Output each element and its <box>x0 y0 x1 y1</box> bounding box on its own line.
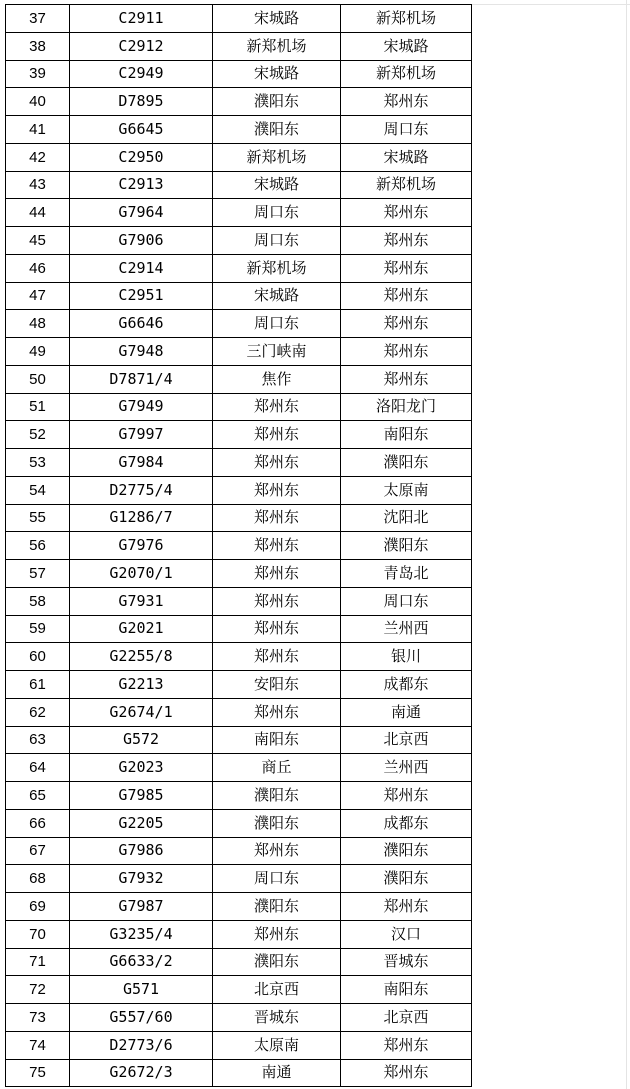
train-number-cell: C2914 <box>70 254 213 282</box>
train-number-cell: G572 <box>70 726 213 754</box>
arrival-station-cell: 成都东 <box>341 809 472 837</box>
row-number-cell: 49 <box>6 338 70 366</box>
train-number-cell: G571 <box>70 976 213 1004</box>
row-number-cell: 61 <box>6 671 70 699</box>
arrival-station-cell: 濮阳东 <box>341 865 472 893</box>
arrival-station-cell: 郑州东 <box>341 338 472 366</box>
table-row <box>6 449 472 477</box>
row-number-cell: 63 <box>6 726 70 754</box>
table-row <box>6 615 472 643</box>
row-number-cell: 57 <box>6 560 70 588</box>
departure-station-cell: 郑州东 <box>213 920 341 948</box>
arrival-station-cell: 洛阳龙门 <box>341 393 472 421</box>
departure-station-cell: 宋城路 <box>213 5 341 33</box>
table-row <box>6 1031 472 1059</box>
train-number-cell: G2070/1 <box>70 560 213 588</box>
arrival-station-cell: 南通 <box>341 698 472 726</box>
gridline-right <box>626 0 627 1089</box>
departure-station-cell: 商丘 <box>213 754 341 782</box>
table-row <box>6 338 472 366</box>
departure-station-cell: 宋城路 <box>213 60 341 88</box>
table-row <box>6 1004 472 1032</box>
train-number-cell: G1286/7 <box>70 504 213 532</box>
table-row <box>6 754 472 782</box>
train-number-cell: G7976 <box>70 532 213 560</box>
departure-station-cell: 南通 <box>213 1059 341 1087</box>
departure-station-cell: 濮阳东 <box>213 116 341 144</box>
arrival-station-cell: 濮阳东 <box>341 532 472 560</box>
train-number-cell: G7964 <box>70 199 213 227</box>
departure-station-cell: 三门峡南 <box>213 338 341 366</box>
row-number-cell: 74 <box>6 1031 70 1059</box>
arrival-station-cell: 青岛北 <box>341 560 472 588</box>
table-row <box>6 976 472 1004</box>
departure-station-cell: 郑州东 <box>213 643 341 671</box>
train-number-cell: C2912 <box>70 32 213 60</box>
train-number-cell: G6646 <box>70 310 213 338</box>
table-row <box>6 809 472 837</box>
train-number-cell: G7985 <box>70 782 213 810</box>
train-number-cell: G7987 <box>70 893 213 921</box>
row-number-cell: 42 <box>6 143 70 171</box>
arrival-station-cell: 银川 <box>341 643 472 671</box>
table-row <box>6 254 472 282</box>
table-row <box>6 504 472 532</box>
departure-station-cell: 太原南 <box>213 1031 341 1059</box>
departure-station-cell: 北京西 <box>213 976 341 1004</box>
table-row <box>6 116 472 144</box>
arrival-station-cell: 郑州东 <box>341 227 472 255</box>
table-row <box>6 532 472 560</box>
row-number-cell: 66 <box>6 809 70 837</box>
arrival-station-cell: 北京西 <box>341 1004 472 1032</box>
train-number-cell: G7906 <box>70 227 213 255</box>
table-row <box>6 5 472 33</box>
train-number-cell: D7895 <box>70 88 213 116</box>
arrival-station-cell: 新郑机场 <box>341 60 472 88</box>
table-row <box>6 88 472 116</box>
row-number-cell: 55 <box>6 504 70 532</box>
departure-station-cell: 周口东 <box>213 865 341 893</box>
train-schedule-body <box>6 5 472 1087</box>
row-number-cell: 62 <box>6 698 70 726</box>
train-number-cell: G2205 <box>70 809 213 837</box>
row-number-cell: 65 <box>6 782 70 810</box>
arrival-station-cell: 郑州东 <box>341 782 472 810</box>
row-number-cell: 41 <box>6 116 70 144</box>
table-row <box>6 227 472 255</box>
row-number-cell: 40 <box>6 88 70 116</box>
arrival-station-cell: 太原南 <box>341 476 472 504</box>
departure-station-cell: 郑州东 <box>213 476 341 504</box>
row-number-cell: 59 <box>6 615 70 643</box>
arrival-station-cell: 北京西 <box>341 726 472 754</box>
row-number-cell: 44 <box>6 199 70 227</box>
departure-station-cell: 濮阳东 <box>213 893 341 921</box>
arrival-station-cell: 新郑机场 <box>341 171 472 199</box>
train-number-cell: C2911 <box>70 5 213 33</box>
table-row <box>6 32 472 60</box>
arrival-station-cell: 郑州东 <box>341 1031 472 1059</box>
row-number-cell: 38 <box>6 32 70 60</box>
arrival-station-cell: 周口东 <box>341 587 472 615</box>
arrival-station-cell: 汉口 <box>341 920 472 948</box>
table-row <box>6 60 472 88</box>
departure-station-cell: 濮阳东 <box>213 782 341 810</box>
arrival-station-cell: 郑州东 <box>341 893 472 921</box>
row-number-cell: 60 <box>6 643 70 671</box>
arrival-station-cell: 兰州西 <box>341 615 472 643</box>
departure-station-cell: 郑州东 <box>213 504 341 532</box>
table-row <box>6 837 472 865</box>
arrival-station-cell: 南阳东 <box>341 976 472 1004</box>
table-row <box>6 948 472 976</box>
gridline-top <box>470 4 630 5</box>
train-number-cell: G557/60 <box>70 1004 213 1032</box>
arrival-station-cell: 郑州东 <box>341 254 472 282</box>
departure-station-cell: 郑州东 <box>213 615 341 643</box>
row-number-cell: 53 <box>6 449 70 477</box>
arrival-station-cell: 兰州西 <box>341 754 472 782</box>
table-row <box>6 726 472 754</box>
train-number-cell: G7986 <box>70 837 213 865</box>
departure-station-cell: 宋城路 <box>213 282 341 310</box>
departure-station-cell: 濮阳东 <box>213 948 341 976</box>
train-number-cell: G2672/3 <box>70 1059 213 1087</box>
table-row <box>6 671 472 699</box>
table-row <box>6 310 472 338</box>
row-number-cell: 72 <box>6 976 70 1004</box>
table-row <box>6 365 472 393</box>
train-number-cell: G7984 <box>70 449 213 477</box>
arrival-station-cell: 成都东 <box>341 671 472 699</box>
row-number-cell: 56 <box>6 532 70 560</box>
departure-station-cell: 宋城路 <box>213 171 341 199</box>
train-number-cell: G2255/8 <box>70 643 213 671</box>
train-number-cell: G7932 <box>70 865 213 893</box>
row-number-cell: 45 <box>6 227 70 255</box>
arrival-station-cell: 郑州东 <box>341 365 472 393</box>
train-number-cell: G7948 <box>70 338 213 366</box>
table-row <box>6 282 472 310</box>
row-number-cell: 48 <box>6 310 70 338</box>
arrival-station-cell: 郑州东 <box>341 199 472 227</box>
row-number-cell: 37 <box>6 5 70 33</box>
table-row <box>6 587 472 615</box>
row-number-cell: 54 <box>6 476 70 504</box>
table-row <box>6 1059 472 1087</box>
arrival-station-cell: 周口东 <box>341 116 472 144</box>
arrival-station-cell: 濮阳东 <box>341 837 472 865</box>
departure-station-cell: 郑州东 <box>213 837 341 865</box>
train-number-cell: C2950 <box>70 143 213 171</box>
table-row <box>6 199 472 227</box>
departure-station-cell: 郑州东 <box>213 560 341 588</box>
row-number-cell: 50 <box>6 365 70 393</box>
train-number-cell: G2674/1 <box>70 698 213 726</box>
row-number-cell: 68 <box>6 865 70 893</box>
arrival-station-cell: 沈阳北 <box>341 504 472 532</box>
row-number-cell: 47 <box>6 282 70 310</box>
train-number-cell: D7871/4 <box>70 365 213 393</box>
train-number-cell: G2213 <box>70 671 213 699</box>
arrival-station-cell: 晋城东 <box>341 948 472 976</box>
departure-station-cell: 郑州东 <box>213 449 341 477</box>
arrival-station-cell: 郑州东 <box>341 310 472 338</box>
departure-station-cell: 濮阳东 <box>213 88 341 116</box>
departure-station-cell: 周口东 <box>213 227 341 255</box>
departure-station-cell: 郑州东 <box>213 698 341 726</box>
arrival-station-cell: 郑州东 <box>341 88 472 116</box>
table-row <box>6 476 472 504</box>
table-row <box>6 393 472 421</box>
train-number-cell: D2775/4 <box>70 476 213 504</box>
train-number-cell: G7931 <box>70 587 213 615</box>
row-number-cell: 73 <box>6 1004 70 1032</box>
train-number-cell: G7949 <box>70 393 213 421</box>
row-number-cell: 52 <box>6 421 70 449</box>
departure-station-cell: 新郑机场 <box>213 32 341 60</box>
table-row <box>6 143 472 171</box>
row-number-cell: 39 <box>6 60 70 88</box>
table-row <box>6 643 472 671</box>
train-number-cell: G2021 <box>70 615 213 643</box>
table-row <box>6 421 472 449</box>
departure-station-cell: 周口东 <box>213 310 341 338</box>
train-number-cell: G6645 <box>70 116 213 144</box>
departure-station-cell: 新郑机场 <box>213 254 341 282</box>
train-number-cell: C2913 <box>70 171 213 199</box>
departure-station-cell: 郑州东 <box>213 587 341 615</box>
arrival-station-cell: 濮阳东 <box>341 449 472 477</box>
departure-station-cell: 安阳东 <box>213 671 341 699</box>
train-number-cell: C2951 <box>70 282 213 310</box>
departure-station-cell: 周口东 <box>213 199 341 227</box>
row-number-cell: 69 <box>6 893 70 921</box>
row-number-cell: 64 <box>6 754 70 782</box>
train-schedule-table <box>5 4 472 1087</box>
row-number-cell: 46 <box>6 254 70 282</box>
row-number-cell: 70 <box>6 920 70 948</box>
row-number-cell: 51 <box>6 393 70 421</box>
departure-station-cell: 郑州东 <box>213 532 341 560</box>
table-row <box>6 920 472 948</box>
departure-station-cell: 晋城东 <box>213 1004 341 1032</box>
arrival-station-cell: 新郑机场 <box>341 5 472 33</box>
arrival-station-cell: 宋城路 <box>341 32 472 60</box>
arrival-station-cell: 南阳东 <box>341 421 472 449</box>
row-number-cell: 43 <box>6 171 70 199</box>
table-row <box>6 171 472 199</box>
table-row <box>6 560 472 588</box>
departure-station-cell: 郑州东 <box>213 393 341 421</box>
train-number-cell: G2023 <box>70 754 213 782</box>
table-row <box>6 782 472 810</box>
row-number-cell: 58 <box>6 587 70 615</box>
table-row <box>6 865 472 893</box>
train-number-cell: D2773/6 <box>70 1031 213 1059</box>
departure-station-cell: 焦作 <box>213 365 341 393</box>
row-number-cell: 75 <box>6 1059 70 1087</box>
departure-station-cell: 濮阳东 <box>213 809 341 837</box>
train-number-cell: C2949 <box>70 60 213 88</box>
departure-station-cell: 南阳东 <box>213 726 341 754</box>
departure-station-cell: 新郑机场 <box>213 143 341 171</box>
table-row <box>6 698 472 726</box>
departure-station-cell: 郑州东 <box>213 421 341 449</box>
train-number-cell: G7997 <box>70 421 213 449</box>
arrival-station-cell: 宋城路 <box>341 143 472 171</box>
arrival-station-cell: 郑州东 <box>341 282 472 310</box>
train-number-cell: G3235/4 <box>70 920 213 948</box>
train-number-cell: G6633/2 <box>70 948 213 976</box>
arrival-station-cell: 郑州东 <box>341 1059 472 1087</box>
table-row <box>6 893 472 921</box>
row-number-cell: 67 <box>6 837 70 865</box>
row-number-cell: 71 <box>6 948 70 976</box>
